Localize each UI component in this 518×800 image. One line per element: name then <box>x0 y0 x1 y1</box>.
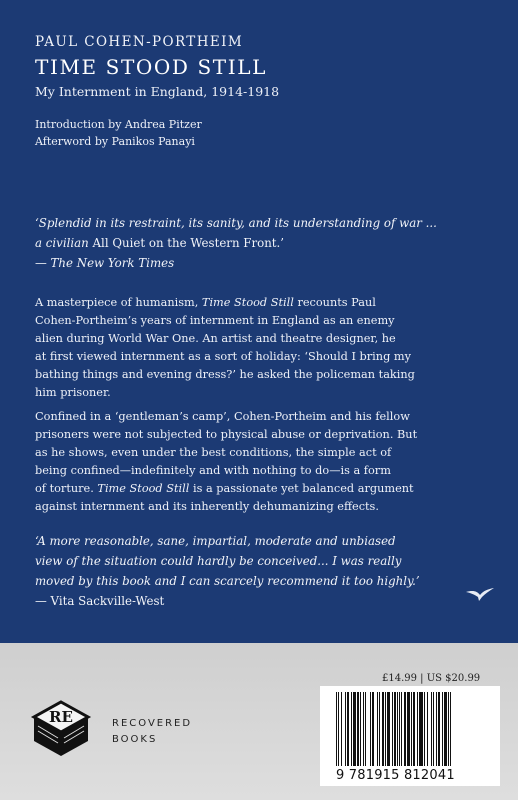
quote-nyt-source <box>35 253 174 273</box>
recovered-books-logo-icon <box>30 700 92 760</box>
barcode-bars <box>336 692 488 766</box>
blurb-text: is a passionate yet balanced argument <box>189 482 414 495</box>
quote-vsw-line-1: ‘A more reasonable, sane, impartial, moderate and unbiased <box>35 534 396 548</box>
quote-nyt-line-2 <box>35 233 284 253</box>
blurb-p2-line-2: prisoners were not subjected to physical abuse or deprivation. But <box>35 428 418 441</box>
blurb-p1-line-5: bathing things and evening dress?’ he asked the policeman taking <box>35 368 415 381</box>
author-name: PAUL COHEN-PORTHEIM <box>35 34 244 50</box>
blurb-p2-line-3: as he shows, even under the best conditions, the simple act of <box>35 446 392 459</box>
blurb-p1-line-6: him prisoner. <box>35 386 111 399</box>
blurb-p1-line-4: at first viewed internment as a sort of holiday: ‘Should I bring my <box>35 350 411 363</box>
quote-nyt-book-title: All Quiet on the Western Front.’ <box>88 236 285 250</box>
quote-vsw-line-2: view of the situation could hardly be conceived... I was really <box>35 554 402 568</box>
publisher-name-line-1: RECOVERED <box>112 718 193 729</box>
blurb-p2-line-4: being confined—indefinitely and with nothing to do—is a form <box>35 464 391 477</box>
blurb-text: of torture. <box>35 482 98 495</box>
price-label: £14.99 | US $20.99 <box>382 673 481 684</box>
afterword-credit: Afterword by Panikos Panayi <box>35 135 195 148</box>
bird-icon <box>465 586 495 604</box>
quote-vsw-line-3: moved by this book and I can scarcely recommend it too highly.’ <box>35 574 420 588</box>
blurb-p1-line-3: alien during World War One. An artist and theatre designer, he <box>35 332 396 345</box>
blurb-p2-line-5 <box>35 480 414 499</box>
book-subtitle: My Internment in England, 1914-1918 <box>35 84 280 99</box>
blurb-text: A masterpiece of humanism, <box>35 296 202 309</box>
barcode <box>320 686 500 786</box>
blurb-book-title: Time Stood Still <box>97 482 190 495</box>
publisher-name-line-2: BOOKS <box>112 734 158 745</box>
introduction-credit: Introduction by Andrea Pitzer <box>35 118 202 131</box>
blurb-text: recounts Paul <box>293 296 376 309</box>
quote-nyt-source-name: The New York Times <box>50 256 175 270</box>
isbn-number: 9 781915 812041 <box>336 768 455 783</box>
blurb-book-title: Time Stood Still <box>201 296 294 309</box>
blurb-p2-line-1: Confined in a ‘gentleman’s camp’, Cohen-Portheim and his fellow <box>35 410 410 423</box>
quote-nyt-dash: — <box>35 256 51 270</box>
book-title: TIME STOOD STILL <box>35 55 268 79</box>
blurb-p1-line-1 <box>35 294 376 313</box>
logo-text: RE <box>49 708 73 726</box>
quote-vsw-source: — Vita Sackville-West <box>35 594 165 608</box>
quote-nyt-line-1: ‘Splendid in its restraint, its sanity, and its understanding of war ... <box>35 216 437 230</box>
blurb-p2-line-6: against internment and its inherently dehumanizing effects. <box>35 500 379 513</box>
blurb-p1-line-2: Cohen-Portheim’s years of internment in England as an enemy <box>35 314 395 327</box>
quote-nyt-italic: a civilian <box>35 236 89 250</box>
